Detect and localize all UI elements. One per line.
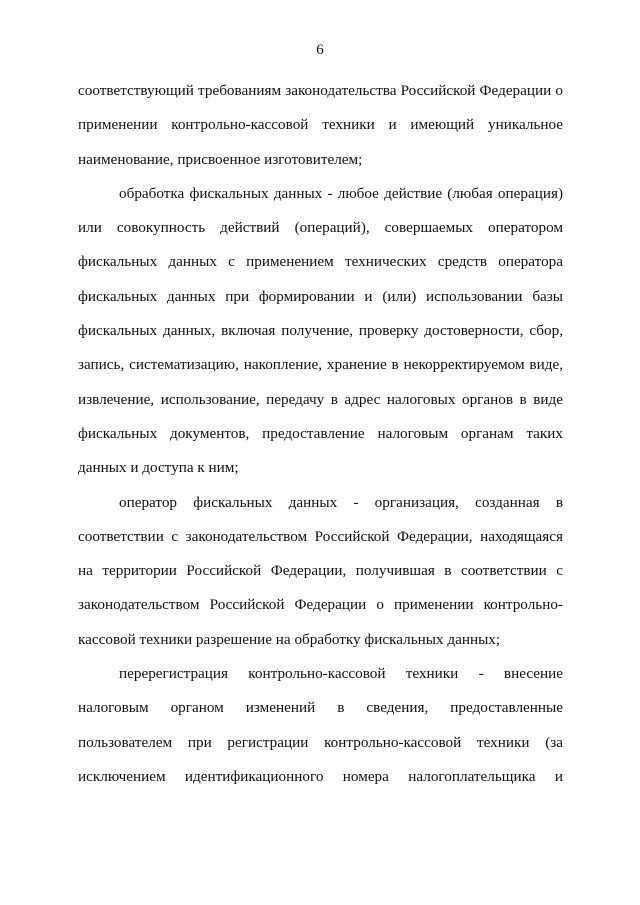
page-number: 6 — [316, 42, 324, 58]
paragraph-fiscal-data-operator: оператор фискальных данных - организация, созданная в соответствии с законодательством Российской Федерации, находящаяся на территории Российской Федерации, получившая в соответствии с законодательством Российской Федерации о применении контрольно-кассовой техники разрешение на обработку фискальных данных; — [78, 493, 563, 648]
paragraph-continuation: соответствующий требованиям законодательства Российской Федерации о применении контрольно-кассовой техники и имеющий уникальное наименование, присвоенное изготовителем; — [78, 82, 563, 168]
document-body — [78, 74, 563, 794]
paragraph-fiscal-data-processing: обработка фискальных данных - любое действие (любая операция) или совокупность действий (операций), совершаемых оператором фискальных данных с применением технических средств оператора фискальных данных при формировании и (или) использовании базы фискальных данных, включая получение, проверку достоверности, сбор, запись, систематизацию, накопление, хранение в некорректируемом виде, извлечение, использование, передачу в адрес налоговых органов в виде фискальных документов, предоставление налоговым органам таких данных и доступа к ним; — [78, 184, 563, 477]
paragraph-re-registration: перерегистрация контрольно-кассовой техники - внесение налоговым органом изменений в сведения, предоставленные пользователем при регистрации контрольно-кассовой техники (за исключением идентификационного номера налогоплательщика и — [78, 665, 563, 785]
